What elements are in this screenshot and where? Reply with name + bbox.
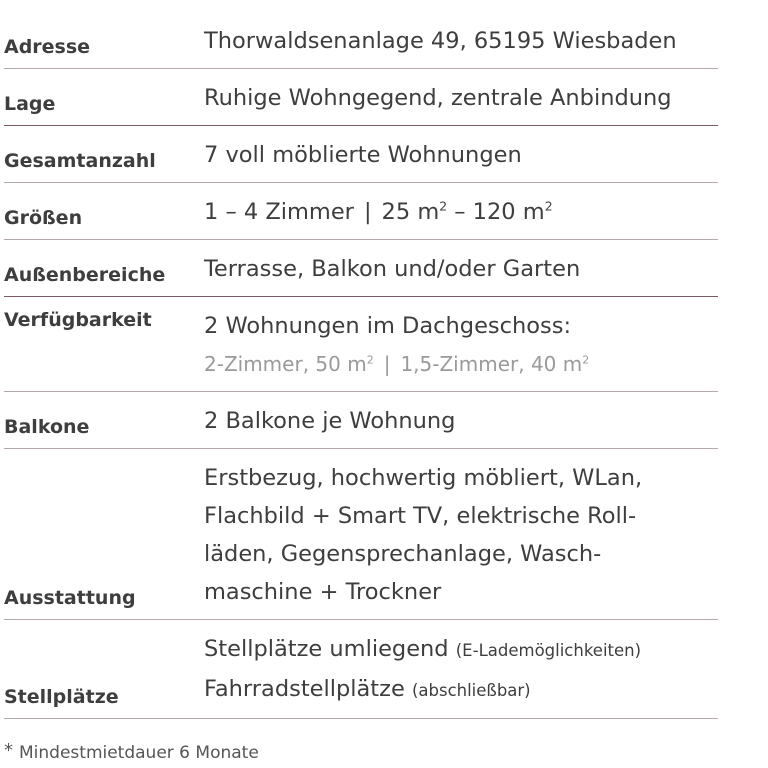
- area-start: 25 m: [381, 199, 440, 225]
- bike-parking-note: (abschließbar): [411, 681, 531, 700]
- availability-details: 2-Zimmer, 50 $m^2$ | 1,5-Zimmer, 40 $m^2$: [204, 345, 718, 383]
- row-value: [204, 183, 718, 239]
- table-row-balconies: [4, 392, 718, 449]
- apartment-details-table: [4, 12, 718, 719]
- separator: |: [383, 352, 391, 376]
- row-label: Verfügbarkeit: [4, 309, 152, 331]
- table-row-parking: [4, 620, 718, 719]
- row-label: Ausstattung: [4, 587, 136, 609]
- row-value: 2 Balkone je Wohnung: [204, 408, 456, 434]
- rooms-range: 1 – 4 Zimmer: [204, 199, 354, 225]
- row-label: Außenbereiche: [4, 264, 166, 286]
- row-value: Thorwaldsenanlage 49, 65195 Wiesbaden: [204, 28, 677, 54]
- row-label: Gesamtanzahl: [4, 150, 156, 172]
- row-value: Erstbezug, hochwertig möbliert, WLan, Flachbild + Smart TV, elektrische Roll- läden, Gegensprechanlage, Wasch- maschine + Trockner: [204, 465, 643, 605]
- table-row-total: [4, 126, 718, 183]
- superscript: 2: [544, 199, 553, 214]
- footnote-text: Mindestmietdauer 6 Monate: [19, 743, 259, 763]
- footnote: [4, 740, 259, 763]
- row-label: Größen: [4, 207, 83, 229]
- row-value: Terrasse, Balkon und/oder Garten: [204, 256, 581, 282]
- superscript: 2: [439, 199, 448, 214]
- row-value: Ruhige Wohngegend, zentrale Anbindung: [204, 85, 672, 111]
- row-value: Stellplätze umliegend (E-Lademöglichkeiten) Fahrradstellplätze (abschließbar): [204, 636, 642, 702]
- row-label: Stellplätze: [4, 686, 119, 708]
- table-row-sizes: [4, 183, 718, 240]
- parking-note: (E-Lademöglichkeiten): [455, 641, 642, 660]
- asterisk-icon: *: [4, 740, 13, 761]
- table-row-availability: [4, 297, 718, 392]
- superscript: 2: [582, 353, 590, 367]
- row-label: Lage: [4, 93, 56, 115]
- row-label: Adresse: [4, 36, 91, 58]
- row-value: 2 Wohnungen im Dachgeschoss: 2-Zimmer, 50 $m^2$ | 1,5-Zimmer, 40 $m^2$: [204, 297, 718, 391]
- superscript: 2: [366, 353, 374, 367]
- area-end: – 120 m: [447, 199, 545, 225]
- table-row-location: [4, 69, 718, 126]
- table-row-address: [4, 12, 718, 69]
- table-row-outdoor: [4, 240, 718, 297]
- separator: |: [363, 199, 372, 225]
- table-row-equipment: [4, 449, 718, 620]
- row-label: Balkone: [4, 416, 90, 438]
- row-value: 7 voll möblierte Wohnungen: [204, 142, 522, 168]
